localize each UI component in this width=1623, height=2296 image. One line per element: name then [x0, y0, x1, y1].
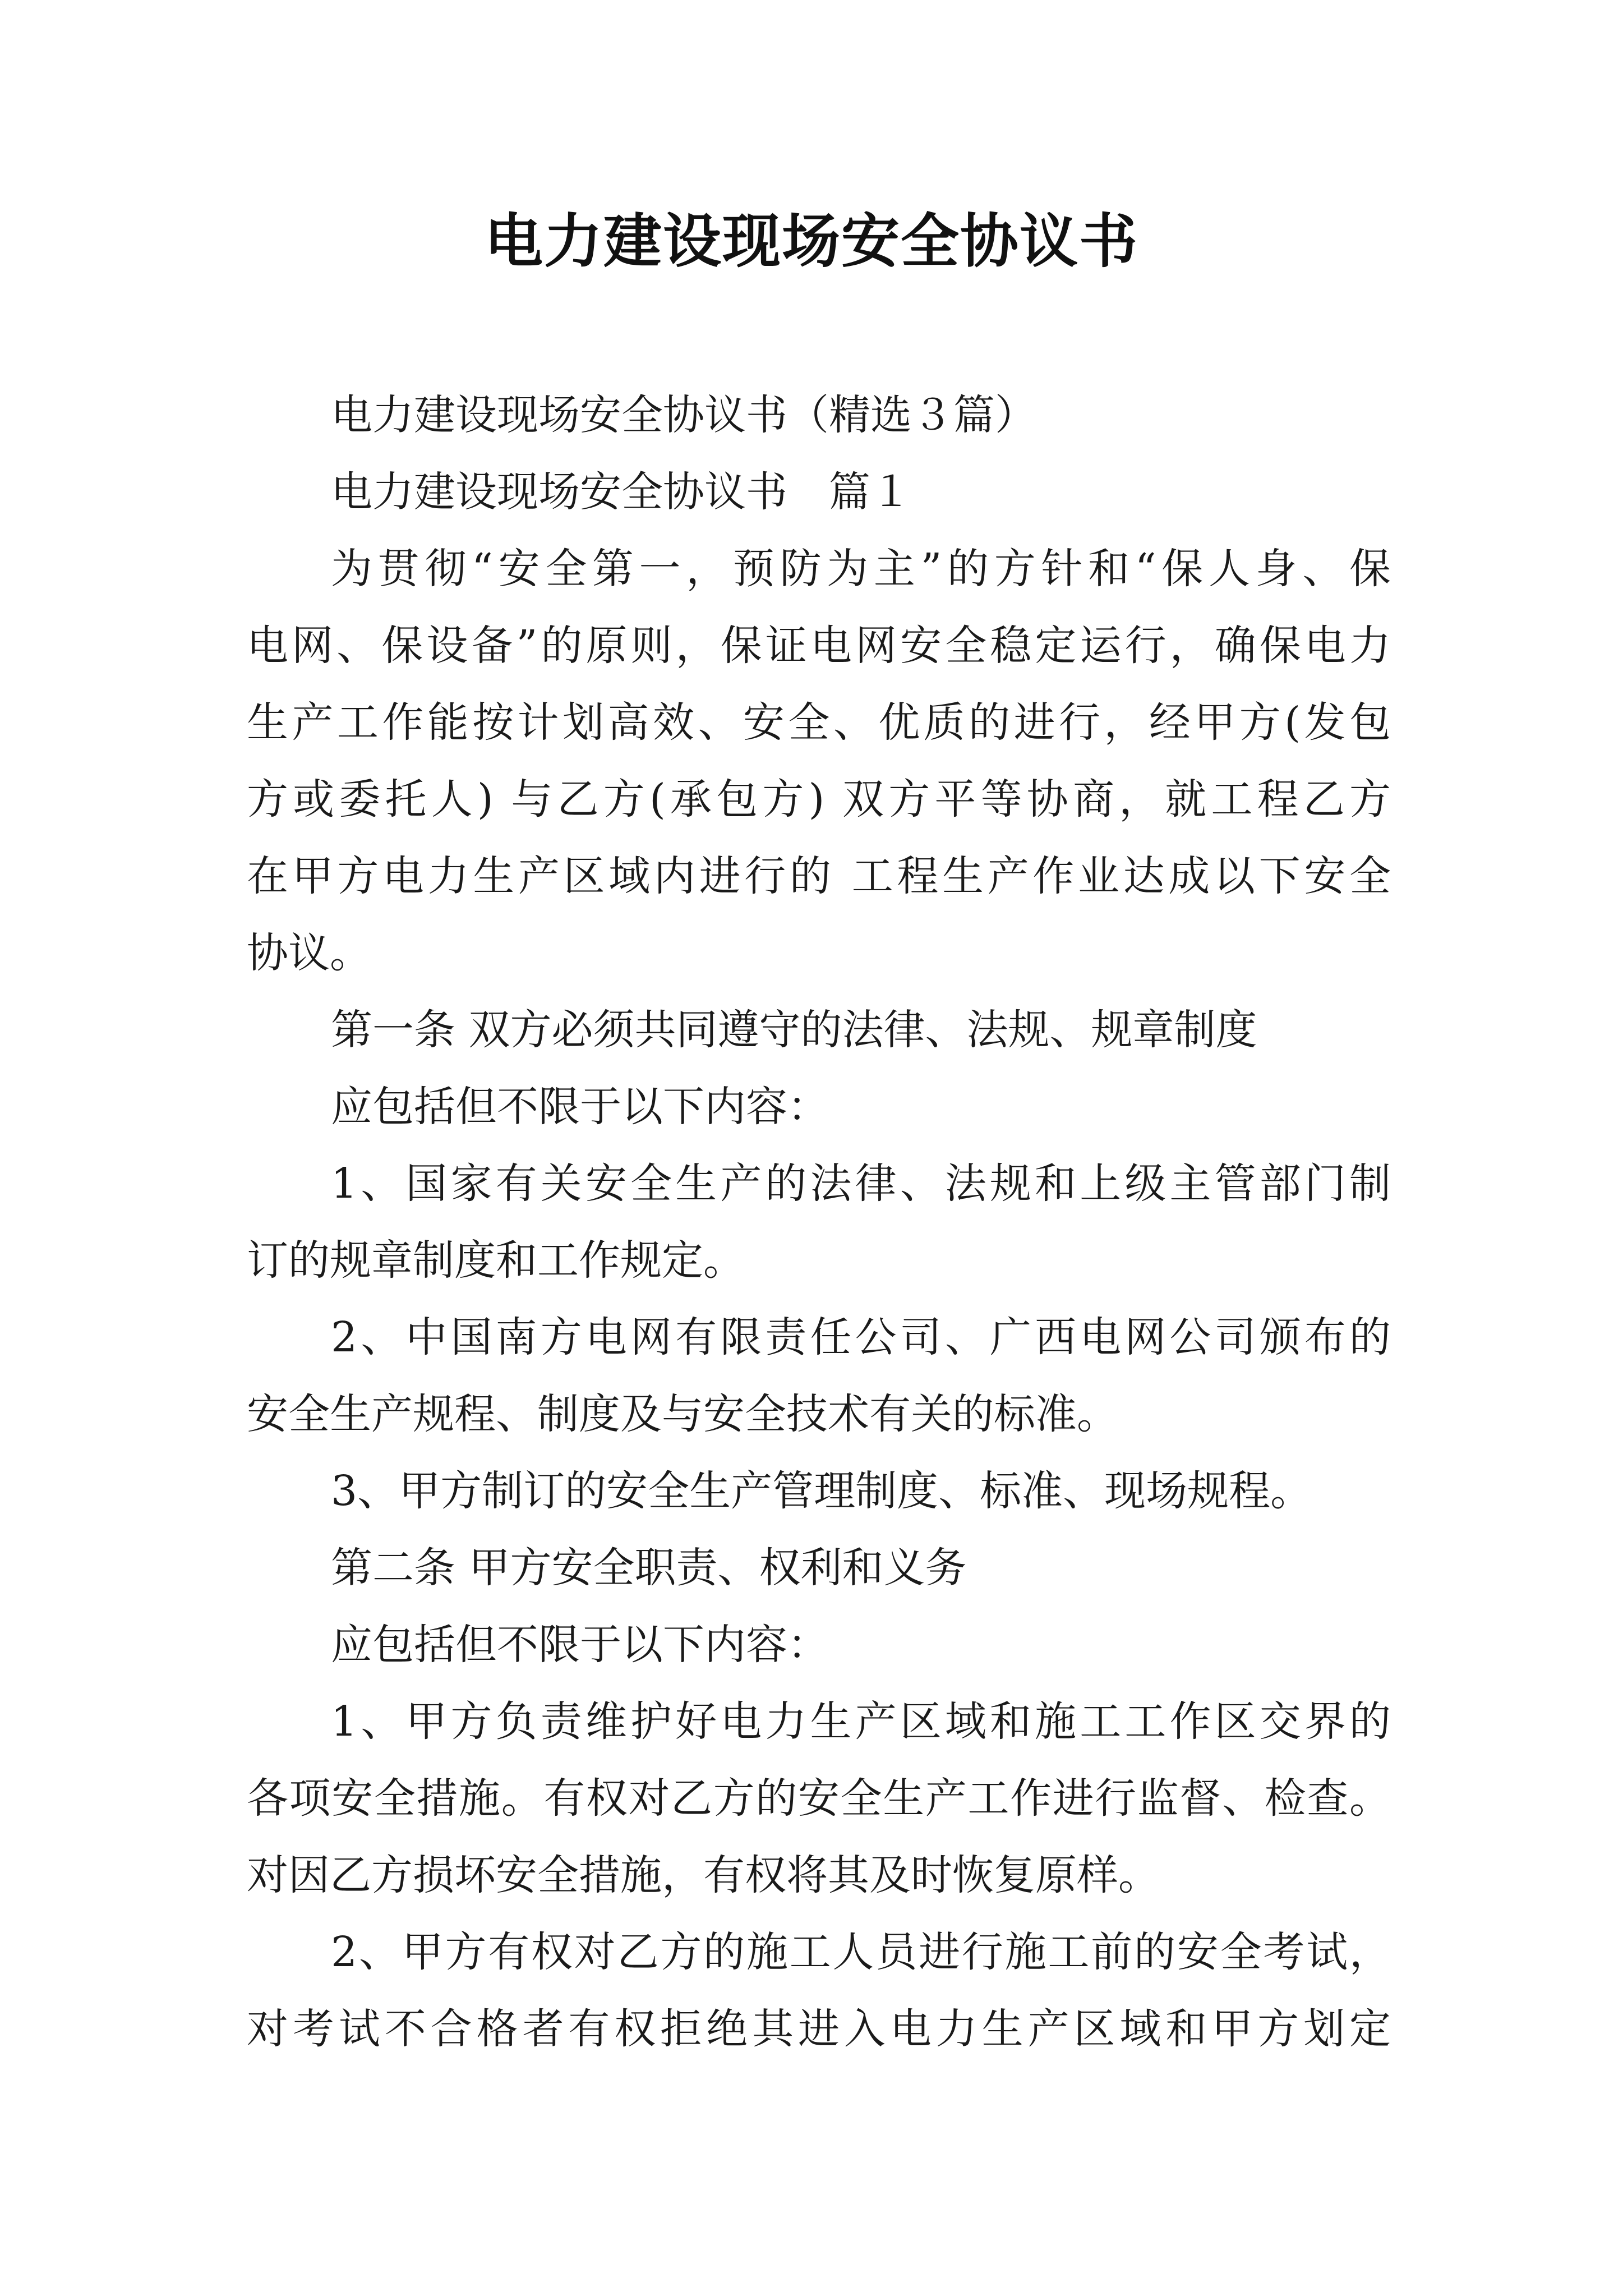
- document-title: 电力建设现场安全协议书: [484, 206, 1138, 275]
- document-line: 在甲方电力生产区域内进行的 工程生产作业达成以下安全: [247, 852, 1391, 900]
- document-body: [247, 377, 1391, 2068]
- document-line: 电力建设现场安全协议书 篇１: [331, 468, 912, 516]
- document-line: 应包括但不限于以下内容：: [331, 1621, 829, 1669]
- document-line: 3、甲方制订的安全生产管理制度、标准、现场规程。: [331, 1467, 1312, 1515]
- document-line: 协议。: [247, 929, 371, 977]
- document-line: 订的规章制度和工作规定。: [247, 1236, 745, 1285]
- document-line: 1、甲方负责维护好电力生产区域和施工工作区交界的: [331, 1697, 1391, 1746]
- document-line: 安全生产规程、制度及与安全技术有关的标准。: [247, 1390, 1118, 1438]
- document-line: 应包括但不限于以下内容：: [331, 1083, 829, 1131]
- document-line: 第二条 甲方安全职责、权利和义务: [331, 1544, 967, 1592]
- document-line: 1、国家有关安全生产的法律、法规和上级主管部门制: [331, 1159, 1391, 1208]
- document-line: 对考试不合格者有权拒绝其进入电力生产区域和甲方划定: [247, 2005, 1391, 2053]
- document-line: 生产工作能按计划高效、安全、优质的进行，经甲方(发包: [247, 698, 1391, 747]
- document-line: 电网、保设备”的原则，保证电网安全稳定运行，确保电力: [247, 622, 1391, 670]
- document-line: 2、甲方有权对乙方的施工人员进行施工前的安全考试，: [331, 1928, 1391, 1976]
- document-line: 2、中国南方电网有限责任公司、广西电网公司颁布的: [331, 1313, 1391, 1361]
- document-line: 第一条 双方必须共同遵守的法律、法规、规章制度: [331, 1006, 1257, 1054]
- document-line: 方或委托人) 与乙方(承包方) 双方平等协商，就工程乙方: [247, 775, 1391, 823]
- document-line: 电力建设现场安全协议书（精选３篇）: [331, 391, 1036, 439]
- document-line: 各项安全措施。有权对乙方的安全生产工作进行监督、检查。: [247, 1774, 1391, 1823]
- document-line: 对因乙方损坏安全措施，有权将其及时恢复原样。: [247, 1851, 1160, 1899]
- document-line: 为贯彻“安全第一，预防为主”的方针和“保人身、保: [331, 545, 1391, 593]
